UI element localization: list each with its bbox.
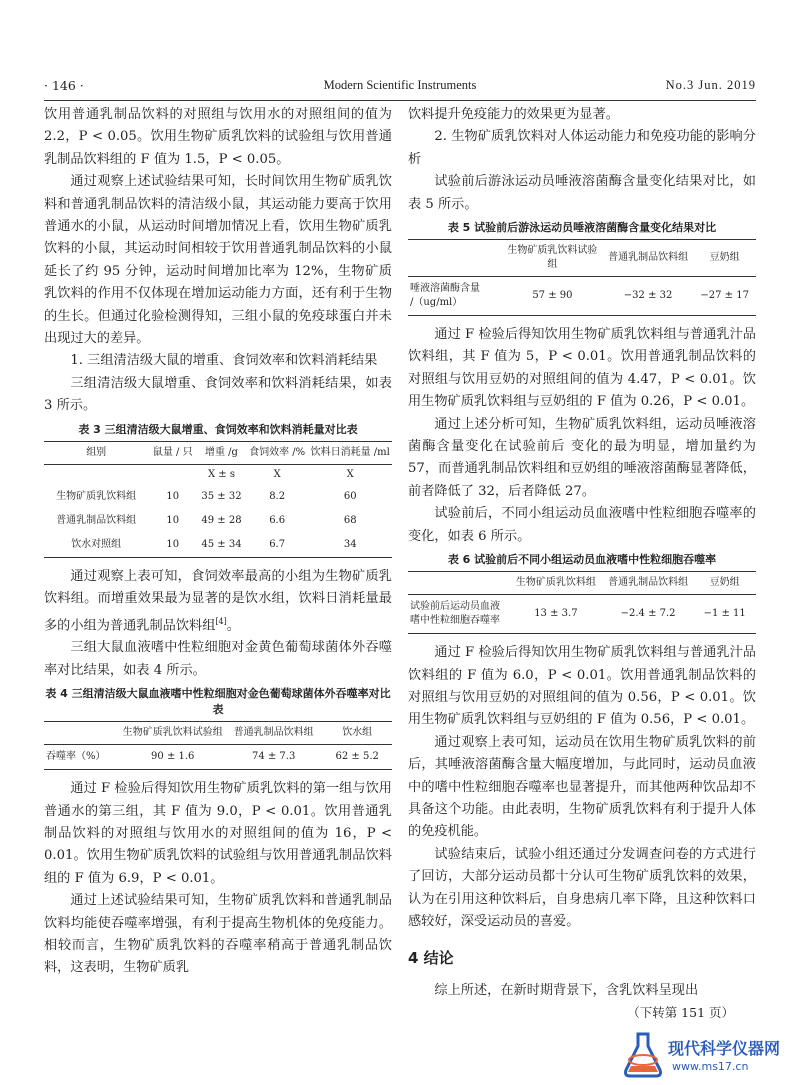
table-header-cell: 生物矿质乳饮料试验组 (121, 722, 225, 745)
table-cell: 34 (308, 533, 392, 558)
paragraph: 试验前后，不同小组运动员血液嗜中性粒细胞吞噬率的变化，如表 6 所示。 (408, 506, 756, 544)
table-cell: 8.2 (269, 490, 286, 502)
table-cell: 唾液溶菌酶含量 /（ug/ml） (408, 277, 502, 316)
header-rule (44, 100, 756, 101)
continued-note: （下转第 151 页） (627, 1005, 734, 1021)
left-column (44, 104, 392, 980)
table-cell: 10 (166, 490, 180, 502)
table-cell: 试验前后运动员血液 嗜中性粒细胞吞噬率 (408, 595, 509, 634)
paragraph (44, 566, 392, 638)
page-header (44, 76, 756, 98)
table-header-cell: 鼠量 / 只 (148, 441, 197, 464)
citation-ref: [4] (215, 616, 227, 626)
table-cell: −32 ± 32 (603, 277, 693, 316)
paragraph: 通过 F 检验后得知饮用生物矿质乳饮料组与普通乳汁品饮料组，其 F 值为 5，P < 0.01。饮用普通乳制品饮料的对照组与饮用豆奶的对照组间的值为 4.47，P < 0.01。饮用生物矿质乳饮料组与豆奶组的 F 值为 0.26，P < 0.01。 (408, 327, 756, 410)
table-header-row (408, 240, 756, 277)
section-subheading: 2. 生物矿质乳饮料对人体运动能力和免疫功能的影响分析 (408, 129, 756, 167)
table-cell: X (273, 468, 281, 480)
section-subheading: 1. 三组清洁级大鼠的增重、食饲效率和饮料消耗结果 (70, 353, 378, 369)
paragraph: 通过 F 检验后得知饮用生物矿质乳饮料的第一组与饮用普通水的第三组，其 F 值为 9.0，P < 0.01。饮用普通乳制品饮料的对照组与饮用水的对照组间的值为 16，P < 0.01。饮用生物矿质乳饮料的试验组与饮用普通乳制品饮料组的 F 值为 6.9，P < 0.01。 (44, 781, 392, 886)
paragraph-text: 。 (226, 617, 240, 633)
table-cell: 吞噬率（%） (44, 745, 121, 770)
table-5 (408, 239, 756, 316)
paragraph-text: 通过观察上表可知，食饲效率最高的小组为生物矿质乳饮料组。而增重效果最为显著的是饮水组，饮料日消耗量最多的小组为普通乳制品饮料组 (44, 568, 392, 633)
table-header-cell (408, 572, 509, 595)
table-header-cell: 普通乳制品饮料组 (603, 240, 693, 277)
paragraph: 试验前后游泳运动员唾液溶菌酶含量变化结果对比，如表 5 所示。 (408, 174, 756, 212)
issue-info: No.3 Jun. 2019 (665, 78, 756, 92)
table-cell (148, 464, 197, 485)
table-cell: 90 ± 1.6 (121, 745, 225, 770)
table-row (44, 509, 392, 533)
table-caption: 表 5 试验前后游泳运动员唾液溶菌酶含量变化结果对比 (447, 221, 717, 235)
table-header-cell: 饮水组 (322, 722, 392, 745)
right-column (408, 104, 756, 1025)
table-header-cell: 普通乳制品饮料组 (603, 572, 693, 595)
table-header-cell: 饮料日消耗量 /ml (308, 441, 392, 464)
table-6 (408, 571, 756, 634)
table-cell: 6.6 (269, 514, 286, 526)
table-header-cell: 豆奶组 (693, 572, 756, 595)
table-row (44, 533, 392, 558)
paragraph: 通过上述试验结果可知，生物矿质乳饮料和普通乳制品饮料均能使吞噬率增强，有利于提高生物机体的免疫能力。相较而言，生物矿质乳饮料的吞噬率稍高于普通乳制品饮料，这表明，生物矿质乳 (44, 893, 392, 976)
table-cell: 57 ± 90 (502, 277, 603, 316)
table-cell: 普通乳制品饮料组 (56, 514, 137, 526)
table-cell: 10 (166, 514, 180, 526)
table-cell: 68 (343, 514, 357, 526)
flask-logo-icon (620, 1030, 666, 1078)
journal-name: Modern Scientific Instruments (323, 78, 477, 92)
table-cell (44, 464, 148, 485)
paragraph: 三组大鼠血液嗜中性粒细胞对金黄色葡萄球菌体外吞噬率对比结果，如表 4 所示。 (44, 640, 392, 678)
table-header-cell: 组别 (44, 441, 148, 464)
table-header-cell: 普通乳制品饮料组 (225, 722, 322, 745)
table-caption: 表 4 三组清洁级大鼠血液嗜中性粒细胞对金色葡萄球菌体外吞噬率对比表 (45, 687, 391, 717)
paragraph: 三组清洁级大鼠增重、食饲效率和饮料消耗结果，如表 3 所示。 (44, 375, 392, 414)
watermark-logo (620, 1030, 795, 1080)
table-row (408, 277, 756, 316)
table-cell: X ± s (207, 468, 235, 480)
table-cell: 13 ± 3.7 (509, 595, 603, 634)
table-header-cell: 豆奶组 (693, 240, 756, 277)
paragraph: 试验结束后，试验小组还通过分发调查问卷的方式进行了回访，大部分运动员都十分认可生物矿质乳饮料的效果，认为在引用这种饮料后，自身患病几率下降，且这种饮料口感较好，深受运动员的喜爱。 (408, 846, 756, 929)
table-header-cell: 生物矿质乳饮料试验组 (502, 240, 603, 277)
table-header-row (44, 722, 392, 745)
paragraph: 饮用普通乳制品饮料的对照组与饮用水的对照组间的值为 2.2，P < 0.05。饮用生物矿质乳饮料的试验组与饮用普通乳制品饮料组的 F 值为 1.5，P < 0.05。 (44, 107, 392, 167)
paragraph: 通过观察上述试验结果可知，长时间饮用生物矿质乳饮料和普通乳制品饮料的清洁级小鼠，其运动能力要高于饮用普通水的小鼠，从运动时间增加情况上看，饮用生物矿质乳饮料的小鼠，其运动时间相较于饮用普通乳制品饮料的小鼠延长了约 95 分钟，运动时间增加比率为 12%，生物矿质乳饮料的作用不仅体现在增加运动能力方面，还有利于生物的生长。但通过化验检测得知，三组小鼠的免疫球蛋白并未出现过大的差异。 (44, 174, 392, 347)
table-cell: 生物矿质乳饮料组 (56, 490, 137, 502)
paragraph: 饮料提升免疫能力的效果更为显著。 (408, 107, 619, 122)
table-header-cell (44, 722, 121, 745)
table-3 (44, 441, 392, 558)
table-header-cell (408, 240, 502, 277)
table-cell: 6.7 (246, 533, 309, 558)
table-cell: 35 ± 32 (201, 490, 242, 502)
table-cell: 49 ± 28 (201, 514, 242, 526)
paragraph: 通过上述分析可知，生物矿质乳饮料组，运动员唾液溶菌酶含量变化在试验前后 变化的最为明显，增加量约为 57，而普通乳制品饮料组和豆奶组的唾液溶菌酶显著降低，前者降低了 32，后者降低 27。 (408, 416, 756, 499)
watermark-url: www.ms17.cn (672, 1060, 749, 1073)
table-cell: 45 ± 34 (197, 533, 246, 558)
table-4 (44, 721, 392, 770)
table-header-cell: 生物矿质乳饮料组 (509, 572, 603, 595)
paragraph: 综上所述，在新时期背景下，含乳饮料呈现出 (434, 982, 699, 998)
table-cell: −1 ± 11 (693, 595, 756, 634)
table-caption: 表 3 三组清洁级大鼠增重、食饲效率和饮料消耗量对比表 (78, 422, 358, 436)
table-subheader-row (44, 464, 392, 485)
table-header-row (408, 572, 756, 595)
paragraph: 通过观察上表可知，运动员在饮用生物矿质乳饮料的前后，其唾液溶菌酶含量大幅度增加，与此同时，运动员血液中的嗜中性粒细胞吞噬率也显著提升，而其他两种饮品却不具备这个功能。由此表明，生物矿质乳饮料有利于提升人体的免疫机能。 (408, 734, 756, 840)
table-cell: 饮水对照组 (44, 533, 148, 558)
table-row (408, 595, 756, 634)
table-row (44, 485, 392, 509)
table-cell: 74 ± 7.3 (225, 745, 322, 770)
table-header-cell: 食饲效率 /% (246, 441, 309, 464)
table-cell: 10 (148, 533, 197, 558)
table-cell: 60 (343, 490, 357, 502)
section-heading: 4 结论 (408, 949, 454, 968)
table-cell: −2.4 ± 7.2 (603, 595, 693, 634)
page-number: · 146 · (44, 78, 84, 93)
table-caption: 表 6 试验前后不同小组运动员血液嗜中性粒细胞吞噬率 (447, 553, 717, 567)
table-cell: −27 ± 17 (693, 277, 756, 316)
table-cell: X (346, 468, 354, 480)
paragraph: 通过 F 检验后得知饮用生物矿质乳饮料组与普通乳汁品饮料组的 F 值为 6.0，P < 0.01。饮用普通乳制品饮料的对照组与饮用豆奶的对照组间的值为 0.56，P < 0.01。饮用生物矿质乳饮料组与豆奶组的 F 值为 0.56，P < 0.01。 (408, 645, 756, 728)
table-header-row (44, 441, 392, 464)
table-cell: 62 ± 5.2 (322, 745, 392, 770)
watermark-name: 现代科学仪器网 (668, 1039, 781, 1058)
table-row (44, 745, 392, 770)
table-header-cell: 增重 /g (197, 441, 246, 464)
